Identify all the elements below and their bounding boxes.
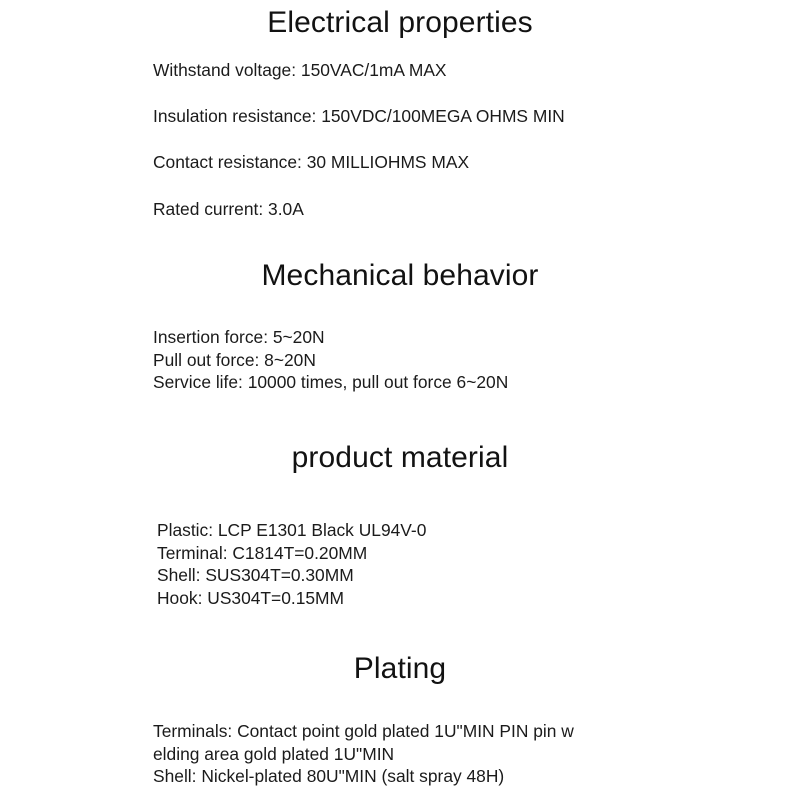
spec-line-hook: Hook: US304T=0.15MM: [157, 588, 345, 609]
spec-line-service-life: Service life: 10000 times, pull out force 6~20N: [153, 372, 509, 393]
spec-line-insertion-force: Insertion force: 5~20N: [153, 326, 325, 347]
spec-line-shell-material: Shell: SUS304T=0.30MM: [157, 565, 354, 586]
section-mechanical-behavior: [0, 259, 800, 392]
spec-line-terminals-plating-2: elding area gold plated 1U"MIN: [153, 743, 395, 764]
spec-line-rated-current: Rated current: 3.0A: [153, 198, 304, 219]
spec-line-withstand-voltage: Withstand voltage: 150VAC/1mA MAX: [153, 59, 447, 80]
section-plating: [0, 652, 800, 786]
section-heading-product-material: product material: [291, 441, 509, 474]
spec-line-shell-plating: Shell: Nickel-plated 80U"MIN (salt spray 48H): [153, 766, 505, 787]
spec-line-contact-resistance: Contact resistance: 30 MILLIOHMS MAX: [153, 152, 470, 173]
spec-line-plastic: Plastic: LCP E1301 Black UL94V-0: [157, 519, 427, 540]
section-product-material: [0, 441, 800, 608]
spec-line-pull-out-force: Pull out force: 8~20N: [153, 349, 316, 370]
section-electrical-properties: [0, 6, 800, 218]
section-heading-plating: Plating: [353, 652, 447, 685]
section-heading-electrical-properties: Electrical properties: [267, 6, 533, 39]
spec-list-mechanical-behavior: [153, 326, 800, 393]
spec-line-terminals-plating-1: Terminals: Contact point gold plated 1U"MIN PIN pin w: [153, 720, 574, 741]
section-heading-mechanical-behavior: Mechanical behavior: [261, 259, 539, 292]
spec-list-plating: [153, 720, 800, 787]
spec-list-product-material: [157, 519, 800, 609]
spec-line-insulation-resistance: Insulation resistance: 150VDC/100MEGA OHMS MIN: [153, 106, 565, 126]
spec-list-electrical-properties: [153, 59, 800, 219]
spec-line-terminal: Terminal: C1814T=0.20MM: [157, 542, 368, 563]
